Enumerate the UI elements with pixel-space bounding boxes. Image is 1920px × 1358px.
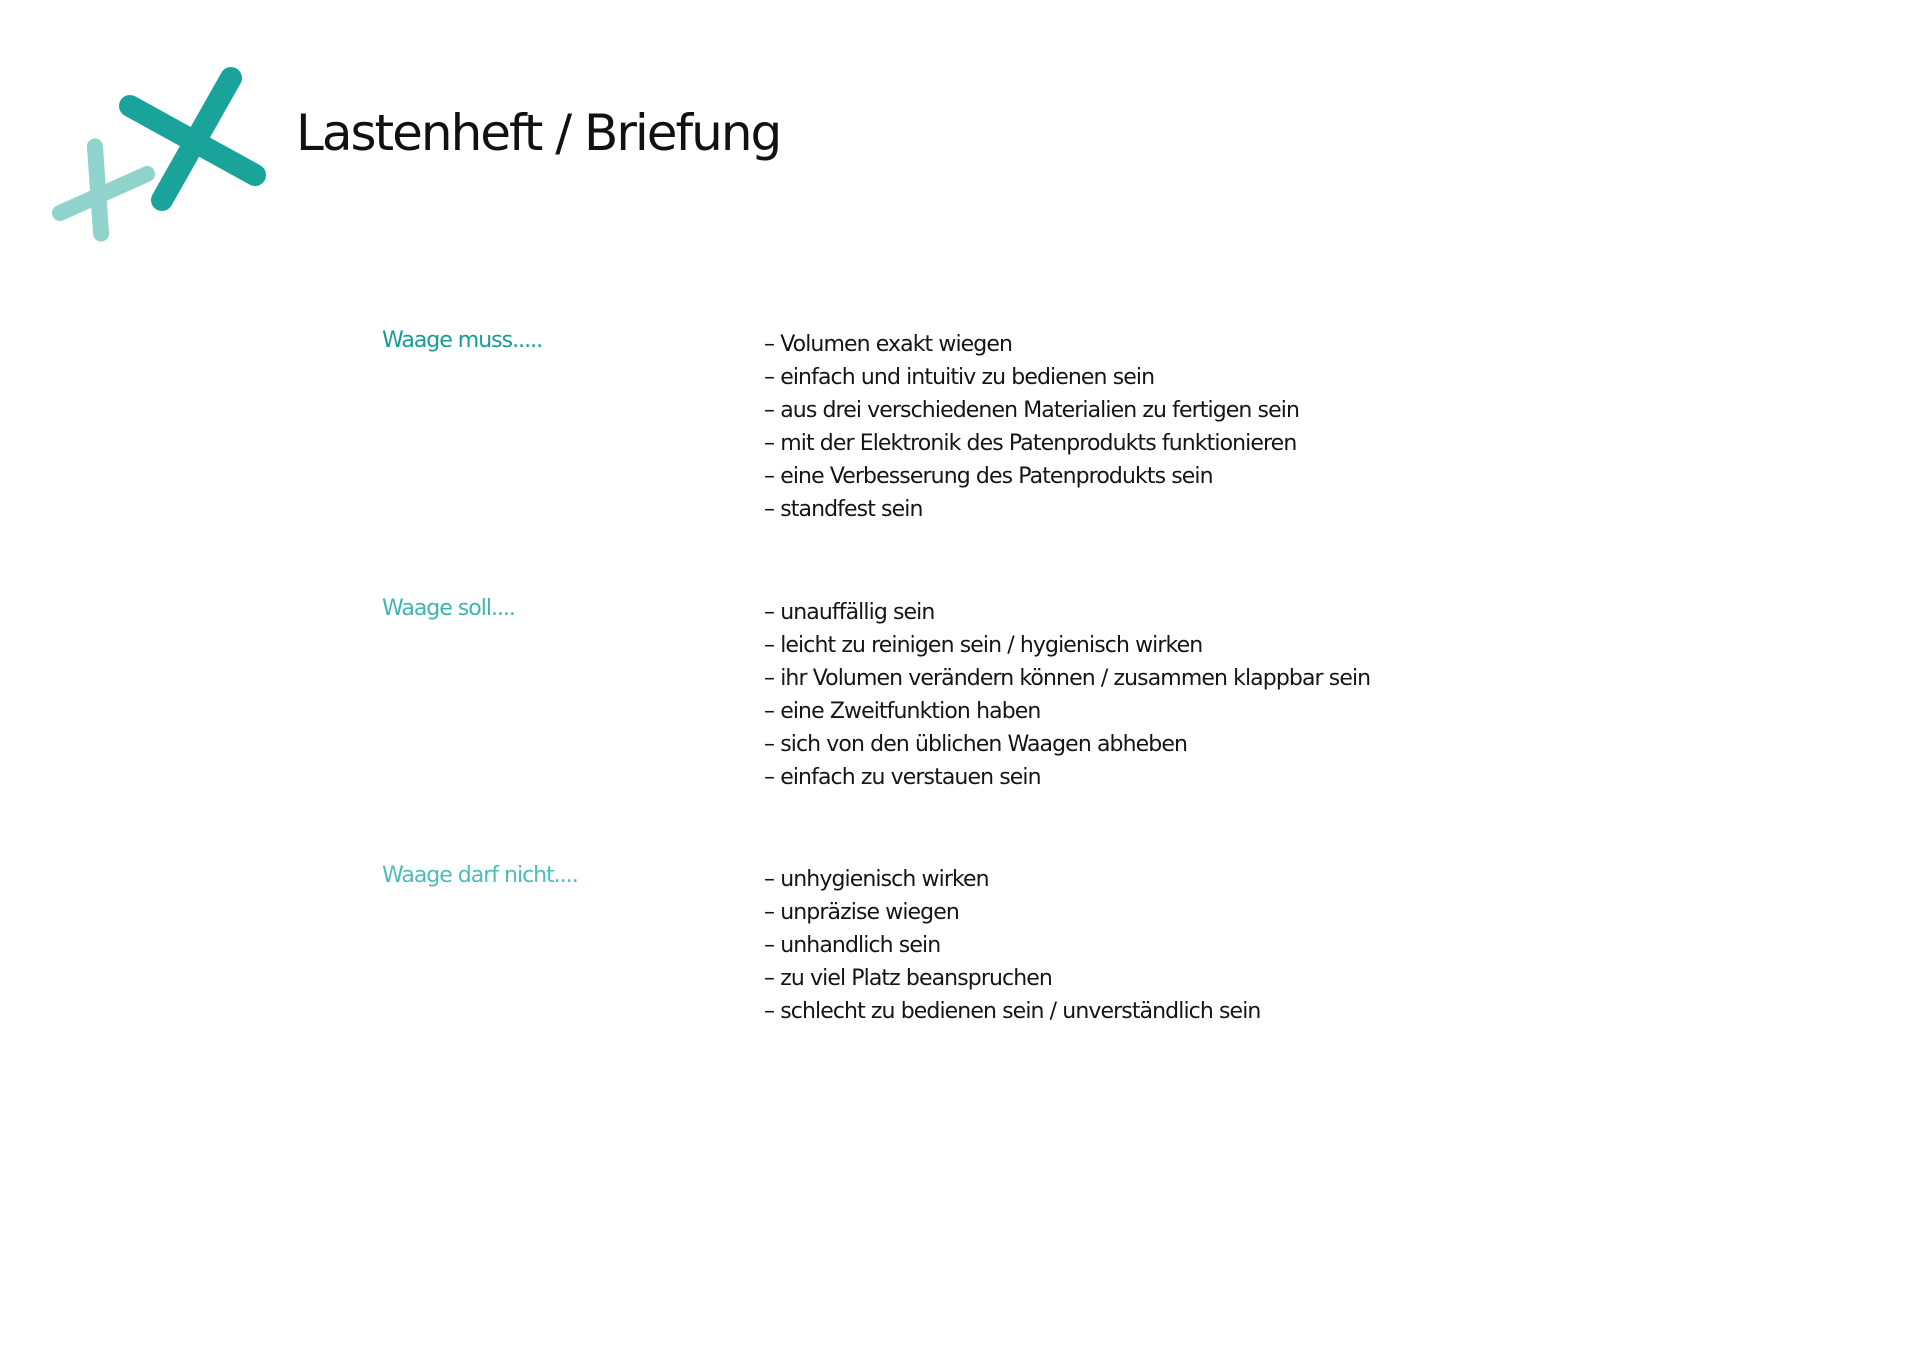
section-label: Waage darf nicht.... [382, 863, 578, 888]
list-item: – schlecht zu bedienen sein / unverständlich sein [764, 995, 1260, 1028]
list-item: – sich von den üblichen Waagen abheben [764, 728, 1370, 761]
list-item: – unhandlich sein [764, 929, 1260, 962]
list-item: – unhygienisch wirken [764, 863, 1260, 896]
requirement-list [764, 863, 1260, 1028]
logo-crosses-icon [52, 62, 272, 252]
list-item: – einfach und intuitiv zu bedienen sein [764, 361, 1299, 394]
section-label: Waage muss..... [382, 328, 543, 353]
list-item: – Volumen exakt wiegen [764, 328, 1299, 361]
list-item: – eine Zweitfunktion haben [764, 695, 1370, 728]
list-item: – eine Verbesserung des Patenprodukts sein [764, 460, 1299, 493]
requirement-list [764, 328, 1299, 526]
list-item: – leicht zu reinigen sein / hygienisch wirken [764, 629, 1370, 662]
list-item: – unauffällig sein [764, 596, 1370, 629]
requirement-list [764, 596, 1370, 794]
list-item: – ihr Volumen verändern können / zusammen klappbar sein [764, 662, 1370, 695]
list-item: – zu viel Platz beanspruchen [764, 962, 1260, 995]
page-title: Lastenheft / Briefung [296, 104, 781, 162]
list-item: – unpräzise wiegen [764, 896, 1260, 929]
list-item: – aus drei verschiedenen Materialien zu fertigen sein [764, 394, 1299, 427]
list-item: – mit der Elektronik des Patenprodukts funktionieren [764, 427, 1299, 460]
section-label: Waage soll.... [382, 596, 515, 621]
list-item: – standfest sein [764, 493, 1299, 526]
list-item: – einfach zu verstauen sein [764, 761, 1370, 794]
